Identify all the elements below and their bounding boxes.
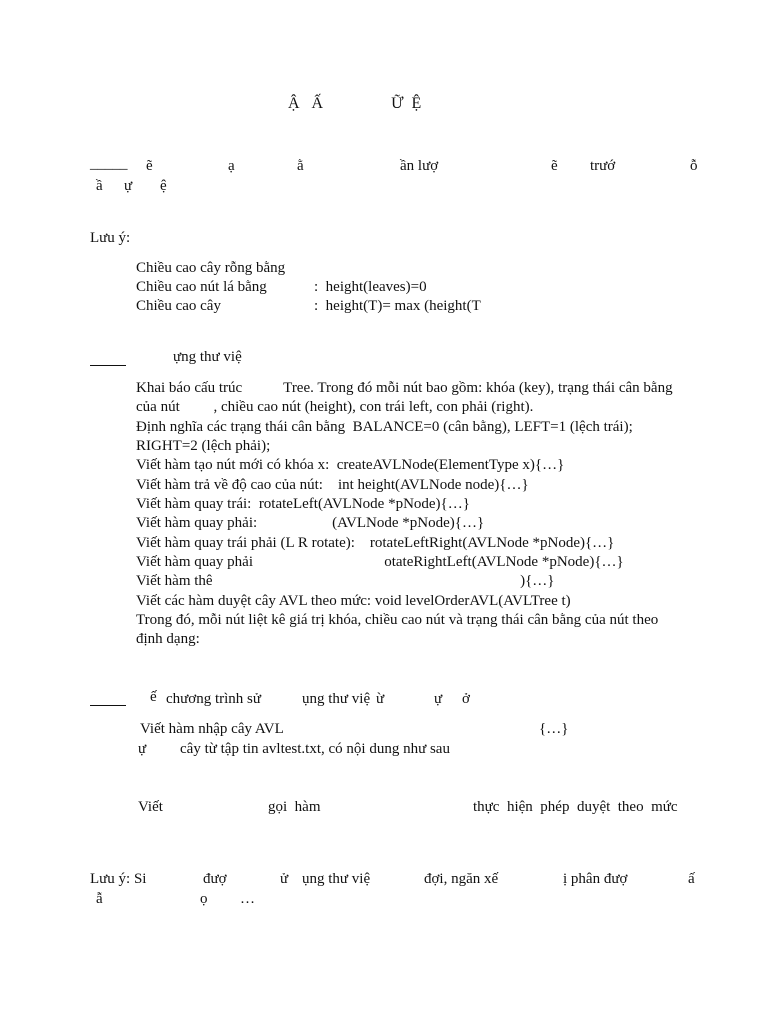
part1-line: Viết hàm quay trái: rotateLeft(AVLNode *pNode){…} — [136, 496, 470, 512]
intro-blank: _____ — [90, 156, 128, 172]
part2-line-right: {…} — [539, 721, 569, 737]
note2-fragment: ẫ — [96, 891, 103, 907]
part1-line: Viết hàm trả về độ cao của nút: int height(AVLNode node){…} — [136, 477, 529, 493]
part1-line: Viết hàm quay trái phải (L R rotate): rotateLeftRight(AVLNode *pNode){…} — [136, 535, 615, 551]
part2-line-left: Viết hàm nhập cây AVL — [140, 721, 284, 737]
part2-fragment: ự — [434, 691, 443, 707]
intro-fragment: ệ — [160, 178, 167, 194]
part1-line: Trong đó, mỗi nút liệt kê giá trị khóa, chiều cao nút và trạng thái cân bằng của nút theo — [136, 612, 659, 628]
intro-fragment: ầ — [96, 178, 103, 194]
part1-line: định dạng: — [136, 631, 200, 647]
part2-fragment: ự — [138, 741, 147, 757]
note2-fragment: đượ — [203, 871, 227, 887]
note2-fragment: ử — [280, 871, 289, 887]
note-item-left: Chiều cao cây — [136, 298, 221, 314]
note-item-right: : height(leaves)=0 — [314, 279, 427, 295]
document-title: Ậ Ấ Ữ Ệ — [288, 95, 422, 112]
part2-fragment: ở — [462, 691, 470, 707]
intro-fragment: ạ — [228, 158, 235, 174]
note2-fragment: ọ — [200, 891, 208, 907]
part1-line: Viết hàm thê ){…} — [136, 573, 555, 589]
part2-word: Viết — [138, 799, 163, 815]
note-item-left: Chiều cao nút lá bằng — [136, 279, 267, 295]
note2-fragment: ấ — [688, 871, 695, 887]
part1-line: Viết hàm quay phải otateRightLeft(AVLNode *pNode){…} — [136, 554, 624, 570]
section-underline — [90, 705, 126, 706]
part1-line: của nút , chiều cao nút (height), con trái left, con phải (right). — [136, 399, 534, 415]
section-underline — [90, 365, 126, 366]
part1-line: Viết các hàm duyệt cây AVL theo mức: void levelOrderAVL(AVLTree t) — [136, 593, 571, 609]
note-heading: Lưu ý: — [90, 230, 131, 246]
note2-fragment: ụng thư việ — [302, 871, 371, 887]
intro-fragment: ằ — [297, 158, 304, 174]
part2-fragment: ế — [150, 689, 157, 705]
note-item-left: Chiều cao cây rỗng bằng — [136, 260, 286, 276]
part1-line: Định nghĩa các trạng thái cân bằng BALANCE=0 (cân bằng), LEFT=1 (lệch trái); — [136, 419, 633, 435]
part2-fragment: chương trình sử — [166, 691, 262, 707]
part1-heading: ựng thư việ — [173, 349, 242, 365]
part2-fragment: ụng thư việ — [302, 691, 371, 707]
note2-fragment: Lưu ý: Si — [90, 871, 147, 887]
part1-line: RIGHT=2 (lệch phải); — [136, 438, 271, 454]
part1-line: Viết hàm quay phải: (AVLNode *pNode){…} — [136, 515, 485, 531]
part2-word: thực hiện phép duyệt theo mức — [473, 799, 678, 815]
intro-fragment: ẽ — [551, 158, 558, 174]
note-item-right: : height(T)= max (height(T — [314, 298, 481, 314]
intro-fragment: ỗ — [690, 158, 698, 174]
note2-fragment: ị phân đượ — [563, 871, 628, 887]
intro-fragment: ẽ — [146, 158, 153, 174]
part2-fragment: ừ — [376, 691, 385, 707]
note2-fragment: đợi, ngăn xế — [424, 871, 499, 887]
part1-line: Khai báo cấu trúc Tree. Trong đó mỗi nút bao gồm: khóa (key), trạng thái cân bằng — [136, 380, 673, 396]
intro-fragment: ự — [124, 178, 133, 194]
note2-fragment: … — [240, 891, 255, 907]
part2-line: cây từ tập tin avltest.txt, có nội dung như sau — [180, 741, 450, 757]
part1-line: Viết hàm tạo nút mới có khóa x: createAVLNode(ElementType x){…} — [136, 457, 565, 473]
part2-word: gọi hàm — [268, 799, 321, 815]
intro-fragment: trướ — [590, 158, 616, 174]
intro-fragment: ần lượ — [400, 158, 439, 174]
